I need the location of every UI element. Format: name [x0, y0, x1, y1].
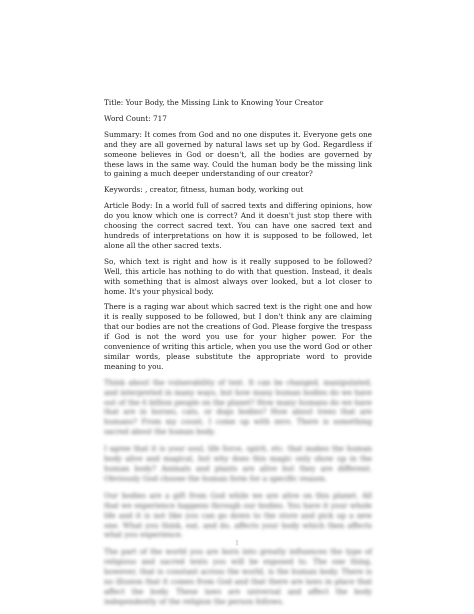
blurred-paragraph: I agree that it is your soul, life force, spirit, etc. that makes the human body alive and magical, but why does this magic only show up in the human body? Animals and plants are alive but they are different. Obviously God choose the human form for a specific reason.	[104, 444, 372, 483]
summary-paragraph: Summary: It comes from God and no one disputes it. Everyone gets one and they are all governed by natural laws set up by God. Regardless if someone believes in God or doesn't, all the bodies are governed by these laws in the same way. Could the human body be the missing link to gaining a much deeper understanding of our creator?	[104, 129, 372, 179]
page-number: 1	[235, 540, 239, 547]
blurred-paragraph: Think about the vulnerability of text. It can be changed, manipulated, and interpreted in many ways, but how many human bodies do we have out of the 6 billion people on the planet? How many humans do we have that are in horses, cats, or dogs bodies? How about trees that are humans? From my count, I come up with zero. There is something sacred about the human body.	[104, 377, 372, 437]
word-count: Word Count: 717	[104, 113, 167, 123]
article-body-paragraph: Article Body: In a world full of sacred texts and differing opinions, how do you know which one is correct? And it doesn't just stop there with choosing the correct sacred text. You can have one sacred text and hundreds of interpretations on how it is supposed to be followed, let alone all the other sacred texts.	[104, 201, 372, 250]
blurred-paragraph: The part of the world you are born into greatly influences the type of religious and sacred texts you will be exposed to. The one thing, however, that is constant across the world, is the human body. There is no illusion that it comes from God and that there are laws in place that affect the body. These laws are universal and affect the body independently of the religion the person follows.	[104, 547, 372, 606]
keywords-line: Keywords: , creator, fitness, human body, working out	[104, 185, 304, 195]
blurred-paragraph: Our bodies are a gift from God while we are alive on this planet. All that we experience happens through our bodies. You have it your whole life and it is not like you can go down to the store and pick up a new one. What you think, eat, and do, affects your body which then affects what you experience.	[104, 490, 372, 540]
article-content	[104, 98, 372, 614]
body-paragraph-2: So, which text is right and how is it really supposed to be followed? Well, this article has nothing to do with that question. Instead, it deals with something that is almost always over looked, but a lot closer to home. It's your physical body.	[104, 256, 372, 296]
body-paragraph-3: There is a raging war about which sacred text is the right one and how it is really supposed to be followed, but I don't think any are claiming that our bodies are not the creations of God. Please forgive the trespass if God is not the word you use for your higher power. For the convenience of writing this article, when you use the word God or other similar words, please substitute the appropriate word to provide meaning to you.	[104, 302, 372, 371]
article-title: Title: Your Body, the Missing Link to Knowing Your Creator	[104, 98, 324, 107]
blurred-text-section	[104, 378, 372, 607]
